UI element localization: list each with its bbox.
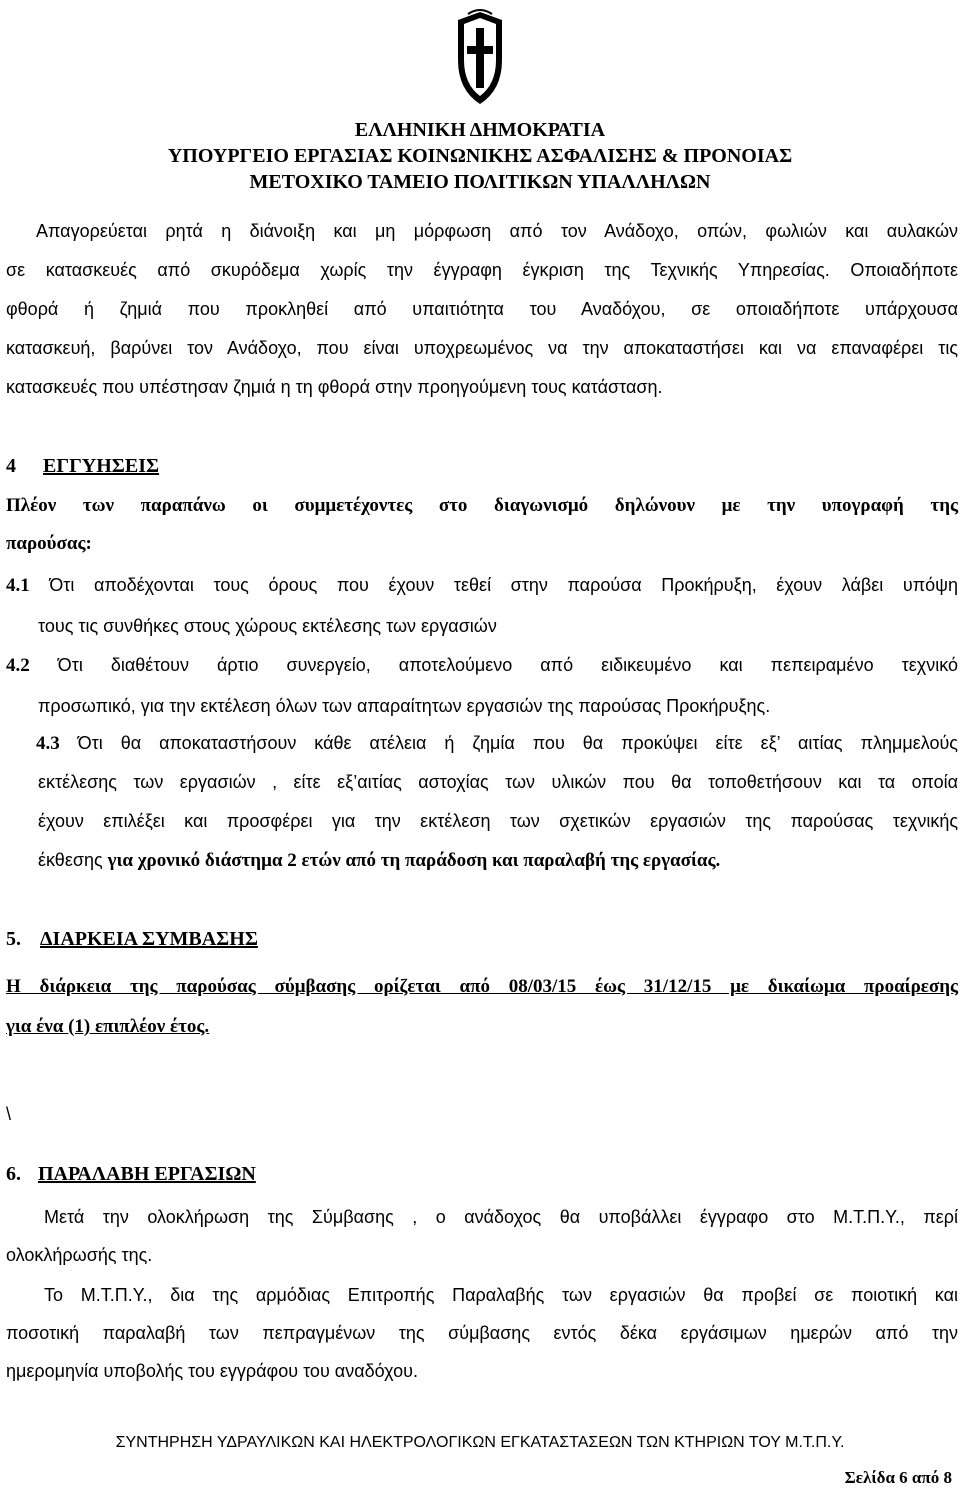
section-5-duration [6,967,958,1047]
paragraph-line: ολοκλήρωσής της. [6,1245,153,1265]
header-line-1: ΕΛΛΗΝΙΚΗ ΔΗΜΟΚΡΑΤΙΑ [354,119,606,141]
section-6-heading [6,1163,256,1186]
header-line-3: ΜΕΤΟΧΙΚΟ ΤΑΜΕΙΟ ΠΟΛΙΤΙΚΩΝ ΥΠΑΛΛΗΛΩΝ [249,171,711,193]
item-text: τους τις συνθήκες στους χώρους εκτέλεσης των εργασιών [38,616,497,636]
paragraph-line: Το Μ.Τ.Π.Υ., δια της αρμόδιας Επιτροπής Παραλαβής των εργασιών θα προβεί σε ποιοτική και [44,1285,958,1305]
intro-line: σε κατασκευές από σκυρόδεμα χωρίς την έγγραφη έγκριση της Τεχνικής Υπηρεσίας. Οποιαδήποτε [6,260,958,280]
duration-line: Η διάρκεια της παρούσας σύμβασης ορίζεται από 08/03/15 έως 31/12/15 με δικαίωμα προαίρεσης [6,976,958,997]
intro-paragraph-body [6,251,958,407]
item-text: Ότι διαθέτουν άρτιο συνεργείο, αποτελούμενο από ειδικευμένο και πεπειραμένο τεχνικό [57,655,958,675]
item-text: έχουν επιλέξει και προσφέρει για την εκτέλεση των σχετικών εργασιών της παρούσας τεχνικής [38,811,958,831]
guarantee-item-4-2 [6,645,958,727]
section-number: 5. [6,928,21,950]
page-footer: ΣΥΝΤΗΡΗΣΗ ΥΔΡΑΥΛΙΚΩΝ ΚΑΙ ΗΛΕΚΤΡΟΛΟΓΙΚΩΝ ΕΓΚΑΤΑΣΤΑΣΕΩΝ ΤΩΝ ΚΤΗΡΙΩΝ ΤΟΥ Μ.Τ.Π.Υ. [115,1434,845,1451]
intro-line: φθορά ή ζημιά που προκληθεί από υπαιτιότητα του Αναδόχου, σε οποιαδήποτε υπάρχουσα [6,299,958,319]
header-line-2: ΥΠΟΥΡΓΕΙΟ ΕΡΓΑΣΙΑΣ ΚΟΙΝΩΝΙΚΗΣ ΑΣΦΑΛΙΣΗΣ & ΠΡΟΝΟΙΑΣ [167,145,793,167]
paragraph-line: ποσοτική παραλαβή των πεπραγμένων της σύμβασης εντός δέκα εργάσιμων ημερών από την [6,1323,958,1343]
item-text: έκθεσης [38,850,108,870]
stray-mark: \ [6,1104,12,1124]
intro-line: κατασκευή, βαρύνει τον Ανάδοχο, που είναι υποχρεωμένος να την αποκαταστήσει και να επαναφέρει τις [6,338,958,358]
item-text: προσωπικό, για την εκτέλεση όλων των απαραίτητων εργασιών της παρούσας Προκήρυξης. [38,696,771,716]
section-title: ΔΙΑΡΚΕΙΑ ΣΥΜΒΑΣΗΣ [40,928,258,950]
greek-emblem-icon [450,8,510,108]
section-number: 6. [6,1163,21,1185]
item-text: εκτέλεσης των εργασιών , είτε εξ’αιτίας αστοχίας των υλικών που θα τοποθετήσουν και τα οποία [38,772,958,792]
lead-line: παρούσας: [6,533,92,554]
section-title: ΕΓΓΥΗΣΕΙΣ [43,455,160,477]
section-6-paragraph-1 [6,1198,958,1274]
section-6-paragraph-2 [6,1276,958,1390]
section-4-heading [6,455,159,478]
item-number: 4.2 [6,655,30,676]
paragraph-line: ημερομηνία υποβολής του εγγράφου του αναδόχου. [6,1361,418,1381]
lead-line: Πλέον των παραπάνω οι συμμετέχοντες στο διαγωνισμό δηλώνουν με την υπογραφή της [6,495,958,516]
intro-line: Απαγορεύεται ρητά η διάνοιξη και μη μόρφωση από τον Ανάδοχο, οπών, φωλιών και αυλακών [36,221,958,241]
intro-line: κατασκευές που υπέστησαν ζημιά η τη φθορά στην προηγούμενη τους κατάσταση. [6,377,663,397]
item-number: 4.1 [6,575,30,596]
duration-line: για ένα (1) επιπλέον έτος. [6,1016,210,1037]
guarantee-item-4-1 [6,565,958,647]
intro-paragraph [36,212,958,251]
section-title: ΠΑΡΑΛΑΒΗ ΕΡΓΑΣΙΩΝ [38,1163,256,1185]
item-text-bold: για χρονικό διάστημα 2 ετών από τη παράδοση και παραλαβή της εργασίας. [107,850,721,871]
item-number: 4.3 [36,733,60,754]
section-4-lead [6,487,958,563]
section-5-heading [6,928,258,951]
paragraph-line: Μετά την ολοκλήρωση της Σύμβασης , ο ανάδοχος θα υποβάλλει έγγραφο στο Μ.Τ.Π.Υ., περί [44,1207,958,1227]
page-number: Σελίδα 6 από 8 [844,1468,952,1487]
item-text: Ότι θα αποκαταστήσουν κάθε ατέλεια ή ζημία που θα προκύψει είτε εξ’ αιτίας πλημμελούς [77,733,958,753]
section-number: 4 [6,455,16,477]
item-text: Ότι αποδέχονται τους όρους που έχουν τεθεί στην παρούσα Προκήρυξη, έχουν λάβει υπόψη [49,575,958,595]
guarantee-item-4-3 [6,724,958,880]
